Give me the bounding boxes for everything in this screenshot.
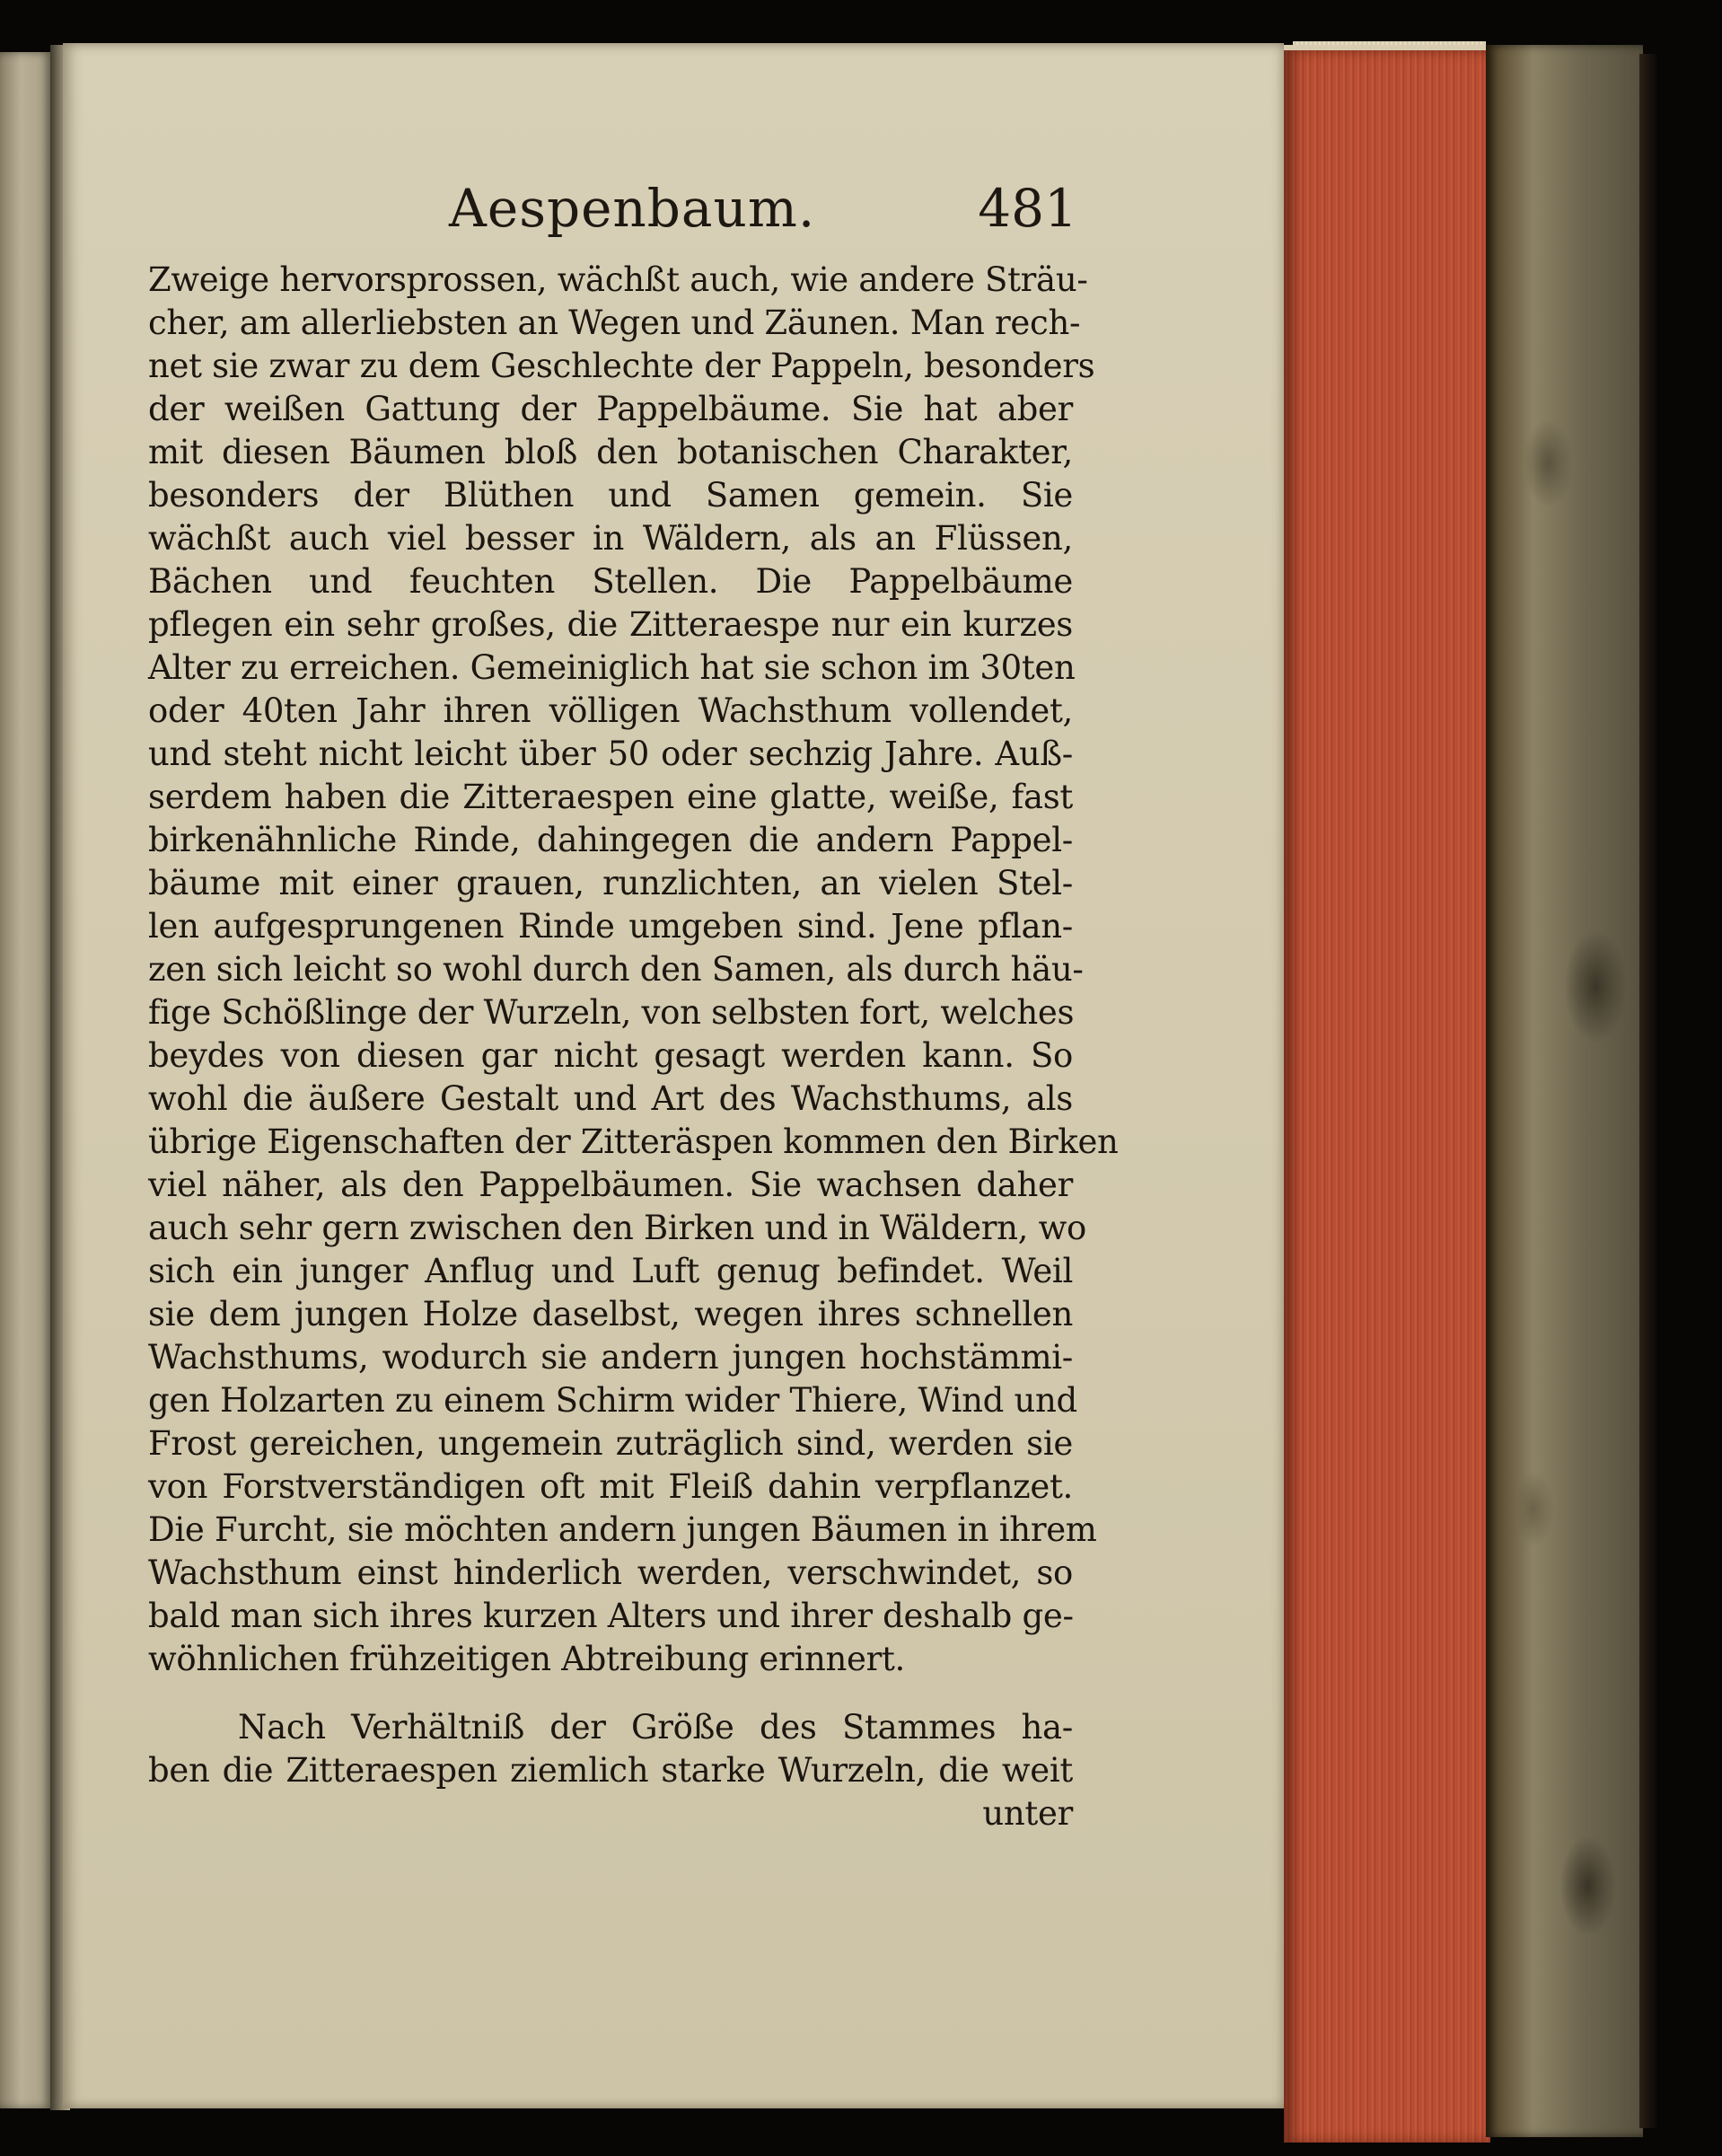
body-text xyxy=(148,259,1119,1835)
text-line: viel näher, als den Pappelbäumen. Sie wachsen daher xyxy=(148,1166,1073,1204)
text-line: sie dem jungen Holze daselbst, wegen ihres schnellen xyxy=(148,1295,1073,1333)
paragraph-2 xyxy=(148,1706,1073,1792)
text-line: oder 40ten Jahr ihren völligen Wachsthum vollendet, xyxy=(148,691,1073,730)
text-line: len aufgesprungenen Rinde umgeben sind. Jene pflan- xyxy=(148,907,1073,946)
text-line: besonders der Blüthen und Samen gemein. Sie xyxy=(148,476,1073,515)
text-line: pflegen ein sehr großes, die Zitteraespe nur ein kurzes xyxy=(148,605,1073,644)
previous-page-edge xyxy=(0,52,52,2108)
text-line: Wachsthum einst hinderlich werden, verschwindet, so xyxy=(148,1553,1073,1592)
text-line: zen sich leicht so wohl durch den Samen, als durch häu- xyxy=(148,950,1084,989)
text-line: ben die Zitteraespen ziemlich starke Wurzeln, die weit xyxy=(148,1751,1073,1790)
text-line: net sie zwar zu dem Geschlechte der Pappeln, besonders xyxy=(148,347,1095,385)
text-line: Nach Verhältniß der Größe des Stammes ha- xyxy=(238,1708,1073,1747)
text-line: gen Holzarten zu einem Schirm wider Thiere, Wind und xyxy=(148,1381,1077,1420)
text-line: Wachsthums, wodurch sie andern jungen hochstämmi- xyxy=(148,1338,1073,1377)
text-line: fige Schößlinge der Wurzeln, von selbsten fort, welches xyxy=(148,993,1075,1032)
text-line: Frost gereichen, ungemein zuträglich sind, werden sie xyxy=(148,1424,1073,1463)
text-line: sich ein junger Anflug und Luft genug befindet. Weil xyxy=(148,1252,1073,1290)
page-number: 481 xyxy=(978,178,1077,239)
catchword: unter xyxy=(982,1794,1073,1833)
text-line: wächßt auch viel besser in Wäldern, als an Flüssen, xyxy=(148,519,1073,558)
text-line: birkenähnliche Rinde, dahingegen die andern Pappel- xyxy=(148,821,1073,859)
running-head-title: Aespenbaum. xyxy=(449,178,816,239)
marbled-cover xyxy=(1486,45,1643,2137)
text-line: wöhnlichen frühzeitigen Abtreibung erinnert. xyxy=(148,1640,906,1678)
cover-edge xyxy=(1639,54,1657,2128)
text-line: wohl die äußere Gestalt und Art des Wachsthums, als xyxy=(148,1079,1073,1118)
paragraph-1 xyxy=(148,259,1119,1681)
text-line: und steht nicht leicht über 50 oder sechzig Jahre. Auß- xyxy=(148,735,1073,773)
running-head xyxy=(153,178,1077,259)
text-line: beydes von diesen gar nicht gesagt werden kann. So xyxy=(148,1036,1073,1075)
text-line: bald man sich ihres kurzen Alters und ihrer deshalb ge- xyxy=(148,1597,1074,1635)
text-line: übrige Eigenschaften der Zitteräspen kommen den Birken xyxy=(148,1122,1119,1161)
text-line: Die Furcht, sie möchten andern jungen Bäumen in ihrem xyxy=(148,1510,1097,1549)
red-page-edges xyxy=(1284,45,1490,2143)
text-line: der weißen Gattung der Pappelbäume. Sie hat aber xyxy=(148,390,1073,428)
text-line: mit diesen Bäumen bloß den botanischen Charakter, xyxy=(148,433,1073,471)
text-line: auch sehr gern zwischen den Birken und in Wäldern, wo xyxy=(148,1209,1086,1247)
text-line: serdem haben die Zitteraespen eine glatte, weiße, fast xyxy=(148,778,1073,816)
text-line: Zweige hervorsprossen, wächßt auch, wie andere Sträu- xyxy=(148,260,1088,299)
text-line: Bächen und feuchten Stellen. Die Pappelbäume xyxy=(148,562,1073,601)
text-line: Alter zu erreichen. Gemeiniglich hat sie schon im 30ten xyxy=(148,648,1076,687)
text-line: bäume mit einer grauen, runzlichten, an vielen Stel- xyxy=(148,864,1073,902)
text-line: von Forstverständigen oft mit Fleiß dahin verpflanzet. xyxy=(148,1467,1073,1506)
paragraph-gap xyxy=(148,1681,1073,1706)
text-line: cher, am allerliebsten an Wegen und Zäunen. Man rech- xyxy=(148,304,1081,342)
